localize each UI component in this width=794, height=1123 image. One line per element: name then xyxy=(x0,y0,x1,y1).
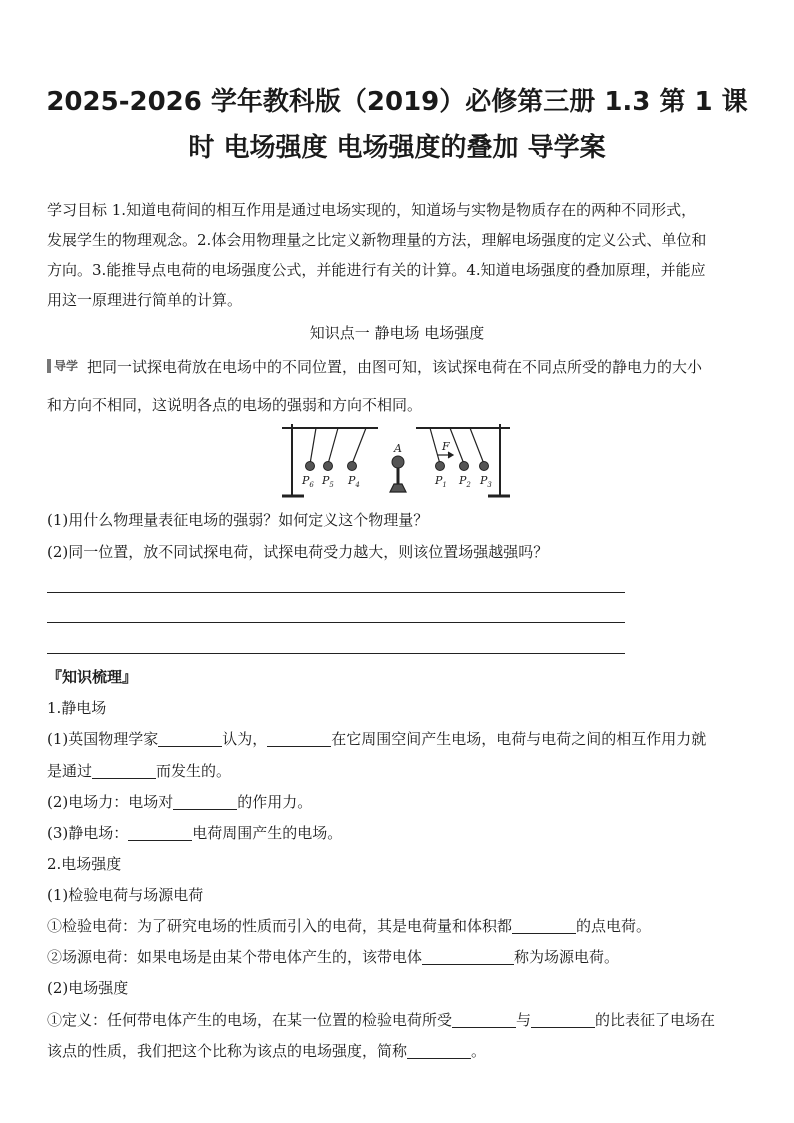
blank-input[interactable] xyxy=(267,729,331,747)
answer-line-1[interactable] xyxy=(47,592,625,593)
subsection-charges: (1)检验电荷与场源电荷 xyxy=(47,886,204,904)
section-static-field-title: 1.静电场 xyxy=(47,699,107,717)
answer-line-2[interactable] xyxy=(47,622,625,623)
pendulum-figure xyxy=(278,422,516,500)
learning-goals-line4: 用这一原理进行简单的计算。 xyxy=(47,291,243,309)
blank-input[interactable] xyxy=(173,792,237,810)
guide-tag: 导学 xyxy=(47,359,81,373)
blank-input[interactable] xyxy=(531,1010,595,1028)
fill-item-2-1b: ②场源电荷：如果电场是由某个带电体产生的，该带电体 称为场源电荷。 xyxy=(47,948,620,966)
learning-goals-line2: 发展学生的物理观念。2.体会用物理量之比定义新物理量的方法，理解电场强度的定义公式、单位和 xyxy=(47,231,707,249)
guide-paragraph-line1 xyxy=(47,352,757,382)
learning-goals-line1: 学习目标 1.知道电荷间的相互作用是通过电场实现的，知道场与实物是物质存在的两种不同形式， xyxy=(47,201,697,219)
knowledge-review-heading: 『知识梳理』 xyxy=(47,668,138,686)
guide-paragraph-line2: 和方向不相同，这说明各点的电场的强弱和方向不相同。 xyxy=(47,396,423,414)
label-p5: $P_5$ xyxy=(322,474,334,489)
blank-input[interactable] xyxy=(452,1010,516,1028)
fill-item-1-1: (1)英国物理学家 认为， 在它周围空间产生电场，电荷与电荷之间的相互作用力就 xyxy=(47,730,707,748)
label-a: A xyxy=(394,442,402,455)
subsection-field-strength: (2)电场强度 xyxy=(47,979,129,997)
blank-input[interactable] xyxy=(92,761,156,779)
question-2: (2)同一位置，放不同试探电荷，试探电荷受力越大，则该位置场强越强吗？ xyxy=(47,543,549,561)
label-p3: $P_3$ xyxy=(480,474,492,489)
label-p4: $P_4$ xyxy=(348,474,360,489)
label-f: F xyxy=(442,440,450,453)
label-p6: $P_6$ xyxy=(302,474,314,489)
section-field-strength-title: 2.电场强度 xyxy=(47,855,122,873)
fill-item-2-2b: 该点的性质，我们把这个比称为该点的电场强度，简称 。 xyxy=(47,1042,487,1060)
document-title-line1: 2025-2026 学年教科版（2019）必修第三册 1.3 第 1 课 xyxy=(46,87,748,117)
guide-text: 把同一试探电荷放在电场中的不同位置，由图可知，该试探电荷在不同点所受的静电力的大小 xyxy=(87,358,703,376)
learning-goals-line3: 方向。3.能推导点电荷的电场强度公式，并能进行有关的计算。4.知道电场强度的叠加原理，并能应 xyxy=(47,261,706,279)
label-p1: $P_1$ xyxy=(435,474,447,489)
fill-item-2-2a: ①定义：任何带电体产生的电场，在某一位置的检验电荷所受 与 的比表征了电场在 xyxy=(47,1011,716,1029)
fill-item-1-1-cont: 是通过 而发生的。 xyxy=(47,762,232,780)
document-title-line2: 时 电场强度 电场强度的叠加 导学案 xyxy=(188,133,606,163)
blank-input[interactable] xyxy=(512,916,576,934)
blank-input[interactable] xyxy=(158,729,222,747)
fill-item-1-3: (3)静电场： 电荷周围产生的电场。 xyxy=(47,824,343,842)
blank-input[interactable] xyxy=(128,823,192,841)
question-1: (1)用什么物理量表征电场的强弱？如何定义这个物理量？ xyxy=(47,511,429,529)
knowledge-point-heading: 知识点一 静电场 电场强度 xyxy=(309,324,485,342)
blank-input[interactable] xyxy=(407,1041,471,1059)
blank-input[interactable] xyxy=(422,947,514,965)
fill-item-1-2: (2)电场力：电场对 的作用力。 xyxy=(47,793,313,811)
fill-item-2-1a: ①检验电荷：为了研究电场的性质而引入的电荷，其是电荷量和体积都 的点电荷。 xyxy=(47,917,652,935)
label-p2: $P_2$ xyxy=(459,474,471,489)
answer-line-3[interactable] xyxy=(47,653,625,654)
